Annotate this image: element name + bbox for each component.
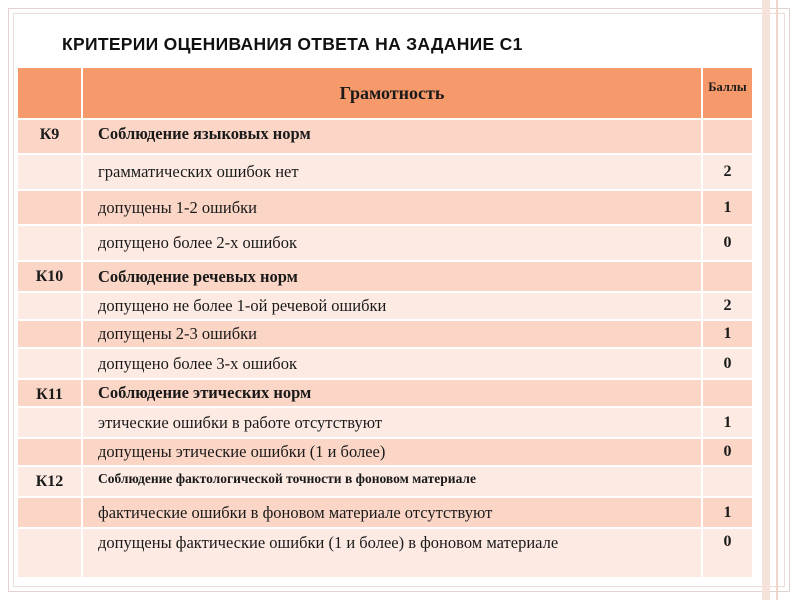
criterion-code: К10 [17,261,82,292]
header-code-cell [17,67,82,119]
score-cell [702,466,753,497]
score-cell [702,119,753,154]
criterion-code [17,320,82,348]
slide-title: КРИТЕРИИ ОЦЕНИВАНИЯ ОТВЕТА НА ЗАДАНИЕ С1 [62,34,523,54]
score-cell: 2 [702,154,753,190]
table-row [17,154,753,190]
decorative-line [776,0,778,600]
table-row [17,497,753,528]
table-row [17,292,753,320]
score-cell: 1 [702,320,753,348]
criterion-code [17,348,82,379]
criterion-description: допущено более 3-х ошибок [82,348,702,379]
criterion-code [17,292,82,320]
score-cell: 0 [702,225,753,261]
criterion-description: допущены фактические ошибки (1 и более) в фоновом материале [82,528,702,578]
score-cell: 0 [702,348,753,379]
criterion-title: Соблюдение языковых норм [82,119,702,154]
criterion-code [17,225,82,261]
criterion-description: допущены 1-2 ошибки [82,190,702,225]
table-row [17,528,753,578]
table-row [17,119,753,154]
criterion-code [17,438,82,466]
criterion-code [17,190,82,225]
criterion-code: К12 [17,466,82,497]
table-row [17,466,753,497]
score-cell: 1 [702,497,753,528]
criterion-description: фактические ошибки в фоновом материале отсутствуют [82,497,702,528]
header-criterion-cell: Грамотность [82,67,702,119]
criterion-title: Соблюдение этических норм [82,379,702,407]
score-cell [702,261,753,292]
criterion-description: допущено более 2-х ошибок [82,225,702,261]
score-cell: 1 [702,190,753,225]
criterion-code [17,497,82,528]
table-row [17,190,753,225]
table-header-row [17,67,753,119]
criterion-code: К11 [17,379,82,407]
score-cell: 1 [702,407,753,438]
criterion-description: допущено не более 1-ой речевой ошибки [82,292,702,320]
score-cell: 0 [702,528,753,578]
score-cell: 0 [702,438,753,466]
criterion-title: Соблюдение фактологической точности в фоновом материале [82,466,702,497]
table-row [17,407,753,438]
table-row [17,438,753,466]
table-row [17,320,753,348]
criterion-code [17,154,82,190]
table-row [17,225,753,261]
criterion-description: грамматических ошибок нет [82,154,702,190]
table-row [17,261,753,292]
criterion-code: К9 [17,119,82,154]
table-row [17,348,753,379]
criteria-table [16,66,754,579]
table-row [17,379,753,407]
decorative-stripe [762,0,770,600]
criterion-description: допущены этические ошибки (1 и более) [82,438,702,466]
criterion-code [17,407,82,438]
header-score-cell: Баллы [702,67,753,119]
criterion-description: этические ошибки в работе отсутствуют [82,407,702,438]
criterion-description: допущены 2-3 ошибки [82,320,702,348]
criterion-code [17,528,82,578]
score-cell [702,379,753,407]
score-cell: 2 [702,292,753,320]
criterion-title: Соблюдение речевых норм [82,261,702,292]
